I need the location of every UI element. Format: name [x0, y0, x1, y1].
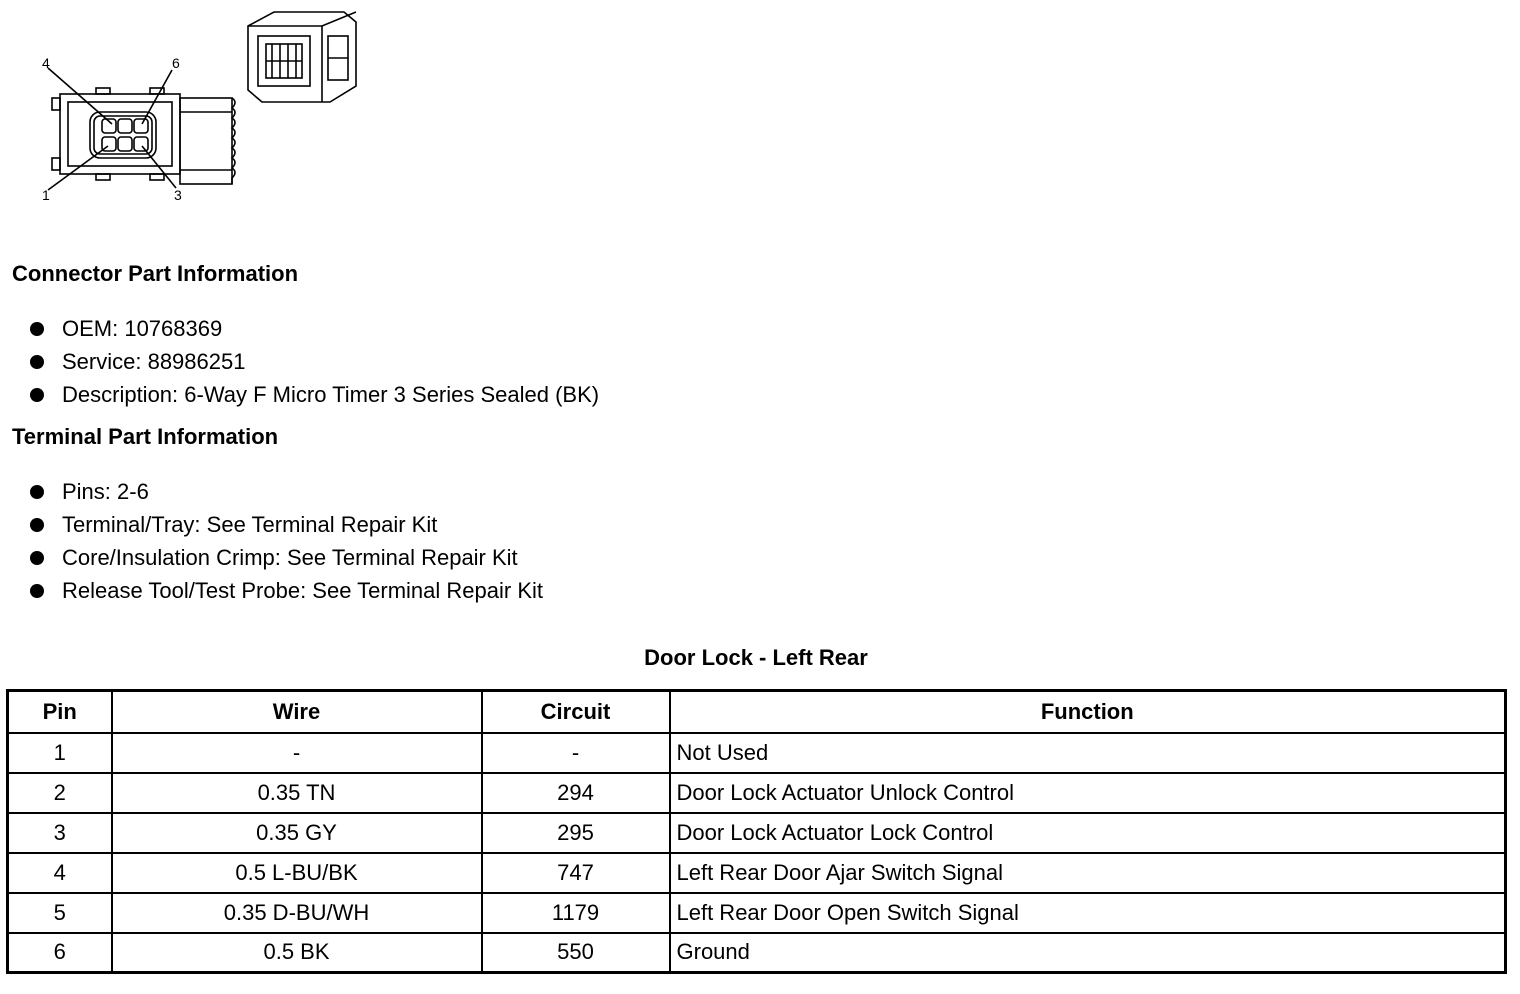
bullet-icon	[30, 485, 44, 499]
cell-circuit: 747	[482, 853, 670, 893]
cell-pin: 6	[8, 933, 112, 973]
table-row	[8, 933, 1506, 973]
header-pin: Pin	[8, 691, 112, 733]
cell-circuit: 295	[482, 813, 670, 853]
pin-label-6: 6	[172, 55, 180, 71]
connector-info-list	[28, 312, 599, 411]
cell-function: Left Rear Door Ajar Switch Signal	[670, 853, 1506, 893]
table-row	[8, 813, 1506, 853]
cell-wire: -	[112, 733, 482, 773]
pin-label-3: 3	[174, 187, 182, 203]
cell-circuit: -	[482, 733, 670, 773]
cell-wire: 0.35 GY	[112, 813, 482, 853]
header-wire: Wire	[112, 691, 482, 733]
cell-function: Door Lock Actuator Lock Control	[670, 813, 1506, 853]
cell-wire: 0.35 TN	[112, 773, 482, 813]
bullet-icon	[30, 584, 44, 598]
list-item: Core/Insulation Crimp: See Terminal Repair Kit	[28, 541, 543, 574]
header-circuit: Circuit	[482, 691, 670, 733]
table-row	[8, 853, 1506, 893]
table-title: Door Lock - Left Rear	[644, 645, 868, 670]
pin-label-1: 1	[42, 187, 50, 203]
cell-circuit: 550	[482, 933, 670, 973]
cell-circuit: 1179	[482, 893, 670, 933]
cell-pin: 5	[8, 893, 112, 933]
list-item: Pins: 2-6	[28, 475, 543, 508]
table-row	[8, 733, 1506, 773]
pinout-table	[6, 689, 1507, 974]
list-item: Release Tool/Test Probe: See Terminal Repair Kit	[28, 574, 543, 607]
bullet-icon	[30, 322, 44, 336]
cell-wire: 0.35 D-BU/WH	[112, 893, 482, 933]
cell-circuit: 294	[482, 773, 670, 813]
cell-function: Not Used	[670, 733, 1506, 773]
table-header-row	[8, 691, 1506, 733]
bullet-icon	[30, 518, 44, 532]
cell-wire: 0.5 BK	[112, 933, 482, 973]
list-item: Service: 88986251	[28, 345, 599, 378]
cell-function: Left Rear Door Open Switch Signal	[670, 893, 1506, 933]
table-row	[8, 773, 1506, 813]
list-item: Terminal/Tray: See Terminal Repair Kit	[28, 508, 543, 541]
pin-label-4: 4	[42, 55, 50, 71]
bullet-icon	[30, 388, 44, 402]
list-item: Description: 6-Way F Micro Timer 3 Series Sealed (BK)	[28, 378, 599, 411]
list-item: OEM: 10768369	[28, 312, 599, 345]
cell-pin: 3	[8, 813, 112, 853]
header-function: Function	[670, 691, 1506, 733]
terminal-info-list	[28, 475, 543, 607]
cell-function: Door Lock Actuator Unlock Control	[670, 773, 1506, 813]
bullet-icon	[30, 551, 44, 565]
cell-pin: 1	[8, 733, 112, 773]
cell-pin: 4	[8, 853, 112, 893]
table-row	[8, 893, 1506, 933]
cell-wire: 0.5 L-BU/BK	[112, 853, 482, 893]
bullet-icon	[30, 355, 44, 369]
connector-diagram	[30, 2, 370, 212]
cell-pin: 2	[8, 773, 112, 813]
terminal-info-heading: Terminal Part Information	[12, 424, 279, 449]
connector-info-heading: Connector Part Information	[12, 261, 299, 286]
cell-function: Ground	[670, 933, 1506, 973]
